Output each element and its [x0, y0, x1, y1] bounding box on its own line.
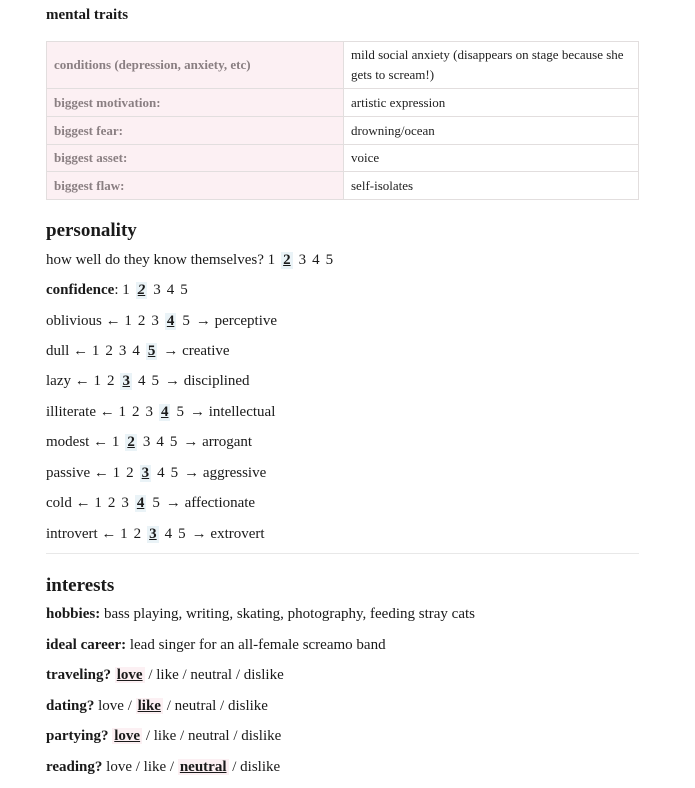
rating-option[interactable]: 1 — [267, 252, 276, 268]
rating-option[interactable]: 5 — [182, 313, 190, 329]
preference-option[interactable]: neutral — [190, 667, 233, 683]
mental-traits-heading: mental traits — [46, 7, 129, 23]
scale-left-label: dull ← — [46, 343, 92, 359]
preference-option[interactable]: dislike — [241, 728, 282, 744]
scale-left-label: lazy ← — [46, 373, 94, 389]
preference-option[interactable]: neutral — [174, 698, 217, 714]
rating-option[interactable]: 3 — [298, 252, 307, 268]
preference-option[interactable]: dislike — [227, 698, 268, 714]
rating-option[interactable]: 5 — [180, 282, 188, 298]
preference-option[interactable]: like — [153, 728, 177, 744]
rating-option[interactable]: 1 — [112, 465, 121, 481]
preference-row: dating? love / like / neutral / dislike — [46, 698, 268, 714]
preference-row: traveling? love / like / neutral / dislike — [46, 667, 284, 683]
rating-option[interactable]: 5 — [152, 495, 160, 511]
rating-scale — [112, 434, 184, 450]
preference-label: dating? — [46, 698, 99, 714]
rating-selected[interactable]: 2 — [137, 282, 146, 298]
scale-left-label: introvert ← — [46, 526, 121, 542]
scale-row-dull — [46, 343, 230, 360]
rating-scale — [92, 343, 164, 359]
rating-option[interactable]: 2 — [137, 313, 146, 329]
rating-option[interactable]: 5 — [325, 252, 334, 268]
rating-option[interactable]: 5 — [170, 465, 179, 481]
preference-selected[interactable]: love — [114, 728, 141, 744]
rating-option[interactable]: 1 — [122, 282, 130, 298]
preference-row: reading? love / like / neutral / dislike — [46, 759, 281, 775]
rating-option[interactable]: 4 — [132, 343, 140, 359]
scale-right-label: → disciplined — [164, 373, 250, 389]
career-label: ideal career: — [46, 637, 127, 653]
rating-option[interactable]: 1 — [93, 373, 101, 389]
scale-row-introvert — [46, 526, 265, 543]
preference-selected[interactable]: neutral — [179, 759, 227, 775]
scale-left-label: illiterate ← — [46, 404, 119, 420]
table-row — [47, 89, 639, 117]
preference-option[interactable]: like — [156, 667, 179, 683]
rating-scale — [268, 252, 340, 268]
personality-heading: personality — [46, 220, 137, 241]
rating-selected[interactable]: 3 — [122, 373, 130, 389]
rating-scale — [93, 373, 165, 389]
rating-scale — [118, 404, 190, 420]
rating-option[interactable]: 2 — [106, 373, 115, 389]
scale-right-label: → arrogant — [183, 434, 253, 450]
rating-option[interactable]: 4 — [312, 252, 320, 268]
rating-scale — [122, 282, 194, 298]
row-value: drowning/ocean — [344, 117, 639, 145]
rating-option[interactable]: 4 — [164, 526, 173, 542]
preference-option[interactable]: like — [143, 759, 167, 775]
preference-label: reading? — [46, 759, 107, 775]
rating-selected[interactable]: 5 — [147, 343, 156, 359]
confidence-row: confidence: 1 2 3 4 5 — [46, 282, 194, 299]
scale-left-label: modest ← — [46, 434, 112, 450]
scale-right-label: → extrovert — [191, 526, 265, 542]
row-value: self-isolates — [344, 172, 639, 200]
scale-left-label: passive ← — [46, 465, 113, 481]
scale-right-label: → creative — [163, 343, 230, 359]
preference-row: partying? love / like / neutral / dislike — [46, 728, 282, 744]
rating-option[interactable]: 1 — [91, 343, 100, 359]
row-label: biggest fear: — [47, 117, 344, 145]
rating-selected[interactable]: 3 — [141, 465, 150, 481]
row-label: biggest flaw: — [47, 172, 344, 200]
rating-option[interactable]: 2 — [126, 465, 134, 481]
rating-option[interactable]: 4 — [137, 373, 146, 389]
self-knowledge-row — [46, 252, 339, 269]
preference-option[interactable]: dislike — [243, 667, 284, 683]
row-value: artistic expression — [344, 89, 639, 117]
rating-option[interactable]: 3 — [145, 404, 153, 420]
scale-row-cold — [46, 495, 255, 512]
table-row — [47, 42, 639, 89]
mental-traits-table — [46, 41, 639, 200]
table-row — [47, 172, 639, 200]
scale-row-modest — [46, 434, 252, 451]
preference-option[interactable]: love — [106, 759, 132, 775]
row-label: conditions (depression, anxiety, etc) — [47, 42, 344, 89]
rating-scale — [120, 526, 192, 542]
section-divider — [46, 553, 639, 554]
rating-option[interactable]: 1 — [118, 404, 126, 420]
scale-left-label: cold ← — [46, 495, 95, 511]
table-row — [47, 145, 639, 172]
interests-heading: interests — [46, 575, 115, 596]
rating-option[interactable]: 1 — [120, 526, 128, 542]
rating-option[interactable]: 3 — [151, 313, 159, 329]
scale-row-illiterate — [46, 404, 275, 421]
preference-label: traveling? — [46, 667, 115, 683]
confidence-label: confidence — [46, 282, 115, 298]
scale-right-label: → affectionate — [165, 495, 256, 511]
row-value: voice — [344, 145, 639, 172]
rating-option[interactable]: 3 — [121, 495, 129, 511]
preference-option[interactable]: love — [98, 698, 124, 714]
rating-scale — [94, 495, 166, 511]
preference-selected[interactable]: like — [137, 698, 161, 714]
hobbies-value: bass playing, writing, skating, photography, feeding stray cats — [103, 606, 475, 622]
rating-option[interactable]: 4 — [157, 465, 165, 481]
rating-option[interactable]: 2 — [133, 526, 142, 542]
rating-option[interactable]: 3 — [142, 434, 151, 450]
rating-scale — [124, 313, 196, 329]
rating-option[interactable]: 4 — [156, 434, 164, 450]
rating-selected[interactable]: 4 — [166, 313, 175, 329]
table-row — [47, 117, 639, 145]
preference-option[interactable]: neutral — [187, 728, 230, 744]
rating-option[interactable]: 1 — [94, 495, 102, 511]
rating-selected[interactable]: 3 — [149, 526, 157, 542]
scale-row-lazy — [46, 373, 250, 390]
rating-option[interactable]: 1 — [124, 313, 132, 329]
scale-left-label: oblivious ← — [46, 313, 125, 329]
scale-right-label: → perceptive — [195, 313, 278, 329]
hobbies-row — [46, 606, 475, 623]
rating-selected[interactable]: 4 — [160, 404, 169, 420]
preference-label: partying? — [46, 728, 113, 744]
row-label: biggest asset: — [47, 145, 344, 172]
rating-option[interactable]: 5 — [151, 373, 159, 389]
scale-right-label: → intellectual — [189, 404, 276, 420]
preference-selected[interactable]: love — [116, 667, 143, 683]
rating-option[interactable]: 5 — [178, 526, 186, 542]
rating-option[interactable]: 4 — [166, 282, 175, 298]
rating-option[interactable]: 2 — [105, 343, 113, 359]
preference-option[interactable]: dislike — [240, 759, 281, 775]
rating-selected[interactable]: 2 — [127, 434, 135, 450]
career-row — [46, 637, 386, 654]
rating-selected[interactable]: 4 — [136, 495, 145, 511]
rating-selected[interactable]: 2 — [283, 252, 291, 268]
rating-option[interactable]: 5 — [169, 434, 178, 450]
rating-scale — [113, 465, 185, 481]
row-value: mild social anxiety (disappears on stage because she gets to scream!) — [344, 42, 639, 89]
scale-right-label: → aggressive — [184, 465, 267, 481]
row-label: biggest motivation: — [47, 89, 344, 117]
rating-option[interactable]: 3 — [118, 343, 127, 359]
rating-option[interactable]: 3 — [153, 282, 161, 298]
self-knowledge-label: how well do they know themselves? — [46, 252, 264, 268]
rating-option[interactable]: 2 — [131, 404, 140, 420]
scale-row-passive — [46, 465, 266, 482]
rating-option[interactable]: 2 — [107, 495, 116, 511]
rating-option[interactable]: 5 — [176, 404, 184, 420]
career-value: lead singer for an all-female screamo band — [129, 637, 386, 653]
hobbies-label: hobbies: — [46, 606, 101, 622]
rating-option[interactable]: 1 — [111, 434, 120, 450]
scale-row-oblivious — [46, 313, 277, 330]
